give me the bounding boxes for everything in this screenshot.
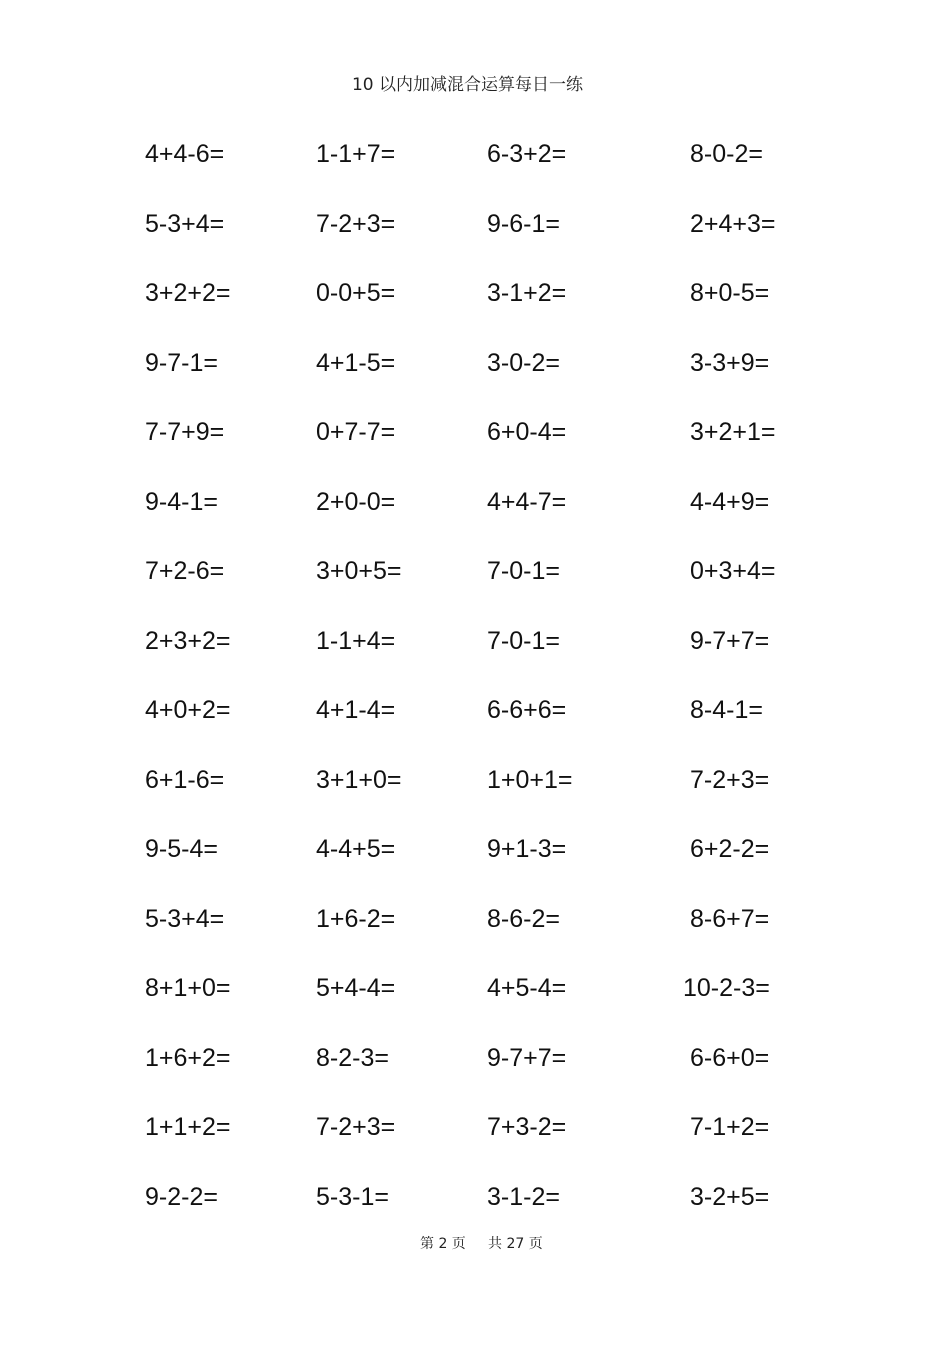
- problem-cell: 7-0-1=: [487, 626, 560, 655]
- problem-cell: 9-2-2=: [145, 1182, 218, 1211]
- problem-row: [0, 1106, 950, 1176]
- problem-cell: 6-6+6=: [487, 696, 567, 724]
- problem-row: [0, 550, 950, 620]
- problem-cell: 7-0-1=: [487, 557, 560, 585]
- problem-cell: 4+4-7=: [487, 487, 567, 516]
- problem-cell: 5-3+4=: [145, 209, 225, 238]
- problem-row: [0, 1176, 950, 1246]
- problem-row: [0, 1037, 950, 1107]
- problem-row: [0, 133, 950, 203]
- problem-cell: 8-6+7=: [690, 904, 770, 933]
- problem-cell: 9-5-4=: [145, 835, 218, 863]
- problem-cell: 0+3+4=: [690, 557, 776, 585]
- problem-cell: 10-2-3=: [683, 974, 770, 1002]
- problem-cell: 3-2+5=: [690, 1182, 770, 1211]
- problem-cell: 3-1+2=: [487, 279, 567, 307]
- problem-cell: 1+6+2=: [145, 1043, 231, 1072]
- problem-row: [0, 481, 950, 551]
- problem-row: [0, 203, 950, 273]
- problem-cell: 7-2+3=: [690, 765, 770, 794]
- problem-cell: 9-7+7=: [487, 1043, 567, 1072]
- problem-cell: 6+1-6=: [145, 765, 225, 794]
- problem-row: [0, 967, 950, 1037]
- problem-cell: 4+1-5=: [316, 348, 396, 377]
- problem-row: [0, 828, 950, 898]
- problem-cell: 9-4-1=: [145, 487, 218, 516]
- problem-cell: 1-1+7=: [316, 140, 396, 168]
- problem-cell: 9+1-3=: [487, 835, 567, 863]
- problem-cell: 8-2-3=: [316, 1043, 389, 1072]
- problem-cell: 1+0+1=: [487, 765, 573, 794]
- problem-cell: 7+3-2=: [487, 1113, 567, 1141]
- problem-cell: 4+5-4=: [487, 974, 567, 1002]
- problem-cell: 4+0+2=: [145, 696, 231, 724]
- problem-row: [0, 689, 950, 759]
- problem-cell: 3-1-2=: [487, 1182, 560, 1211]
- problem-cell: 8+1+0=: [145, 974, 231, 1002]
- problem-cell: 7+2-6=: [145, 557, 225, 585]
- problem-cell: 3+2+2=: [145, 279, 231, 307]
- problem-cell: 4+4-6=: [145, 140, 225, 168]
- problem-cell: 0+7-7=: [316, 418, 396, 446]
- problem-cell: 6+2-2=: [690, 835, 770, 863]
- problem-cell: 1+1+2=: [145, 1113, 231, 1141]
- problem-cell: 8+0-5=: [690, 279, 770, 307]
- problem-cell: 4+1-4=: [316, 696, 396, 724]
- problem-cell: 7-2+3=: [316, 1113, 396, 1141]
- problem-row: [0, 620, 950, 690]
- problem-grid: [0, 133, 950, 1245]
- problem-row: [0, 342, 950, 412]
- problem-cell: 6-6+0=: [690, 1043, 770, 1072]
- problem-cell: 6-3+2=: [487, 140, 567, 168]
- problem-cell: 9-7+7=: [690, 626, 770, 655]
- problem-cell: 9-6-1=: [487, 209, 560, 238]
- problem-cell: 8-6-2=: [487, 904, 560, 933]
- problem-cell: 3-3+9=: [690, 348, 770, 377]
- problem-cell: 4-4+5=: [316, 835, 396, 863]
- problem-cell: 7-7+9=: [145, 418, 225, 446]
- problem-cell: 1-1+4=: [316, 626, 396, 655]
- problem-cell: 3+2+1=: [690, 418, 776, 446]
- problem-cell: 7-2+3=: [316, 209, 396, 238]
- problem-cell: 5+4-4=: [316, 974, 396, 1002]
- problem-cell: 0-0+5=: [316, 279, 396, 307]
- problem-cell: 5-3+4=: [145, 904, 225, 933]
- problem-row: [0, 411, 950, 481]
- page-number: 第 2 页: [420, 1236, 466, 1252]
- page-total: 共 27 页: [488, 1236, 543, 1252]
- problem-cell: 8-4-1=: [690, 696, 763, 724]
- problem-cell: 3+1+0=: [316, 765, 402, 794]
- problem-cell: 2+4+3=: [690, 209, 776, 238]
- problem-cell: 3-0-2=: [487, 348, 560, 377]
- problem-cell: 4-4+9=: [690, 487, 770, 516]
- problem-cell: 5-3-1=: [316, 1182, 389, 1211]
- problem-cell: 3+0+5=: [316, 557, 402, 585]
- problem-row: [0, 898, 950, 968]
- problem-cell: 1+6-2=: [316, 904, 396, 933]
- problem-cell: 6+0-4=: [487, 418, 567, 446]
- problem-cell: 2+3+2=: [145, 626, 231, 655]
- problem-cell: 8-0-2=: [690, 140, 763, 168]
- problem-row: [0, 272, 950, 342]
- page-title: 10 以内加减混合运算每日一练: [351, 75, 584, 95]
- problem-row: [0, 759, 950, 829]
- problem-cell: 9-7-1=: [145, 348, 218, 377]
- problem-cell: 2+0-0=: [316, 487, 396, 516]
- problem-cell: 7-1+2=: [690, 1113, 770, 1141]
